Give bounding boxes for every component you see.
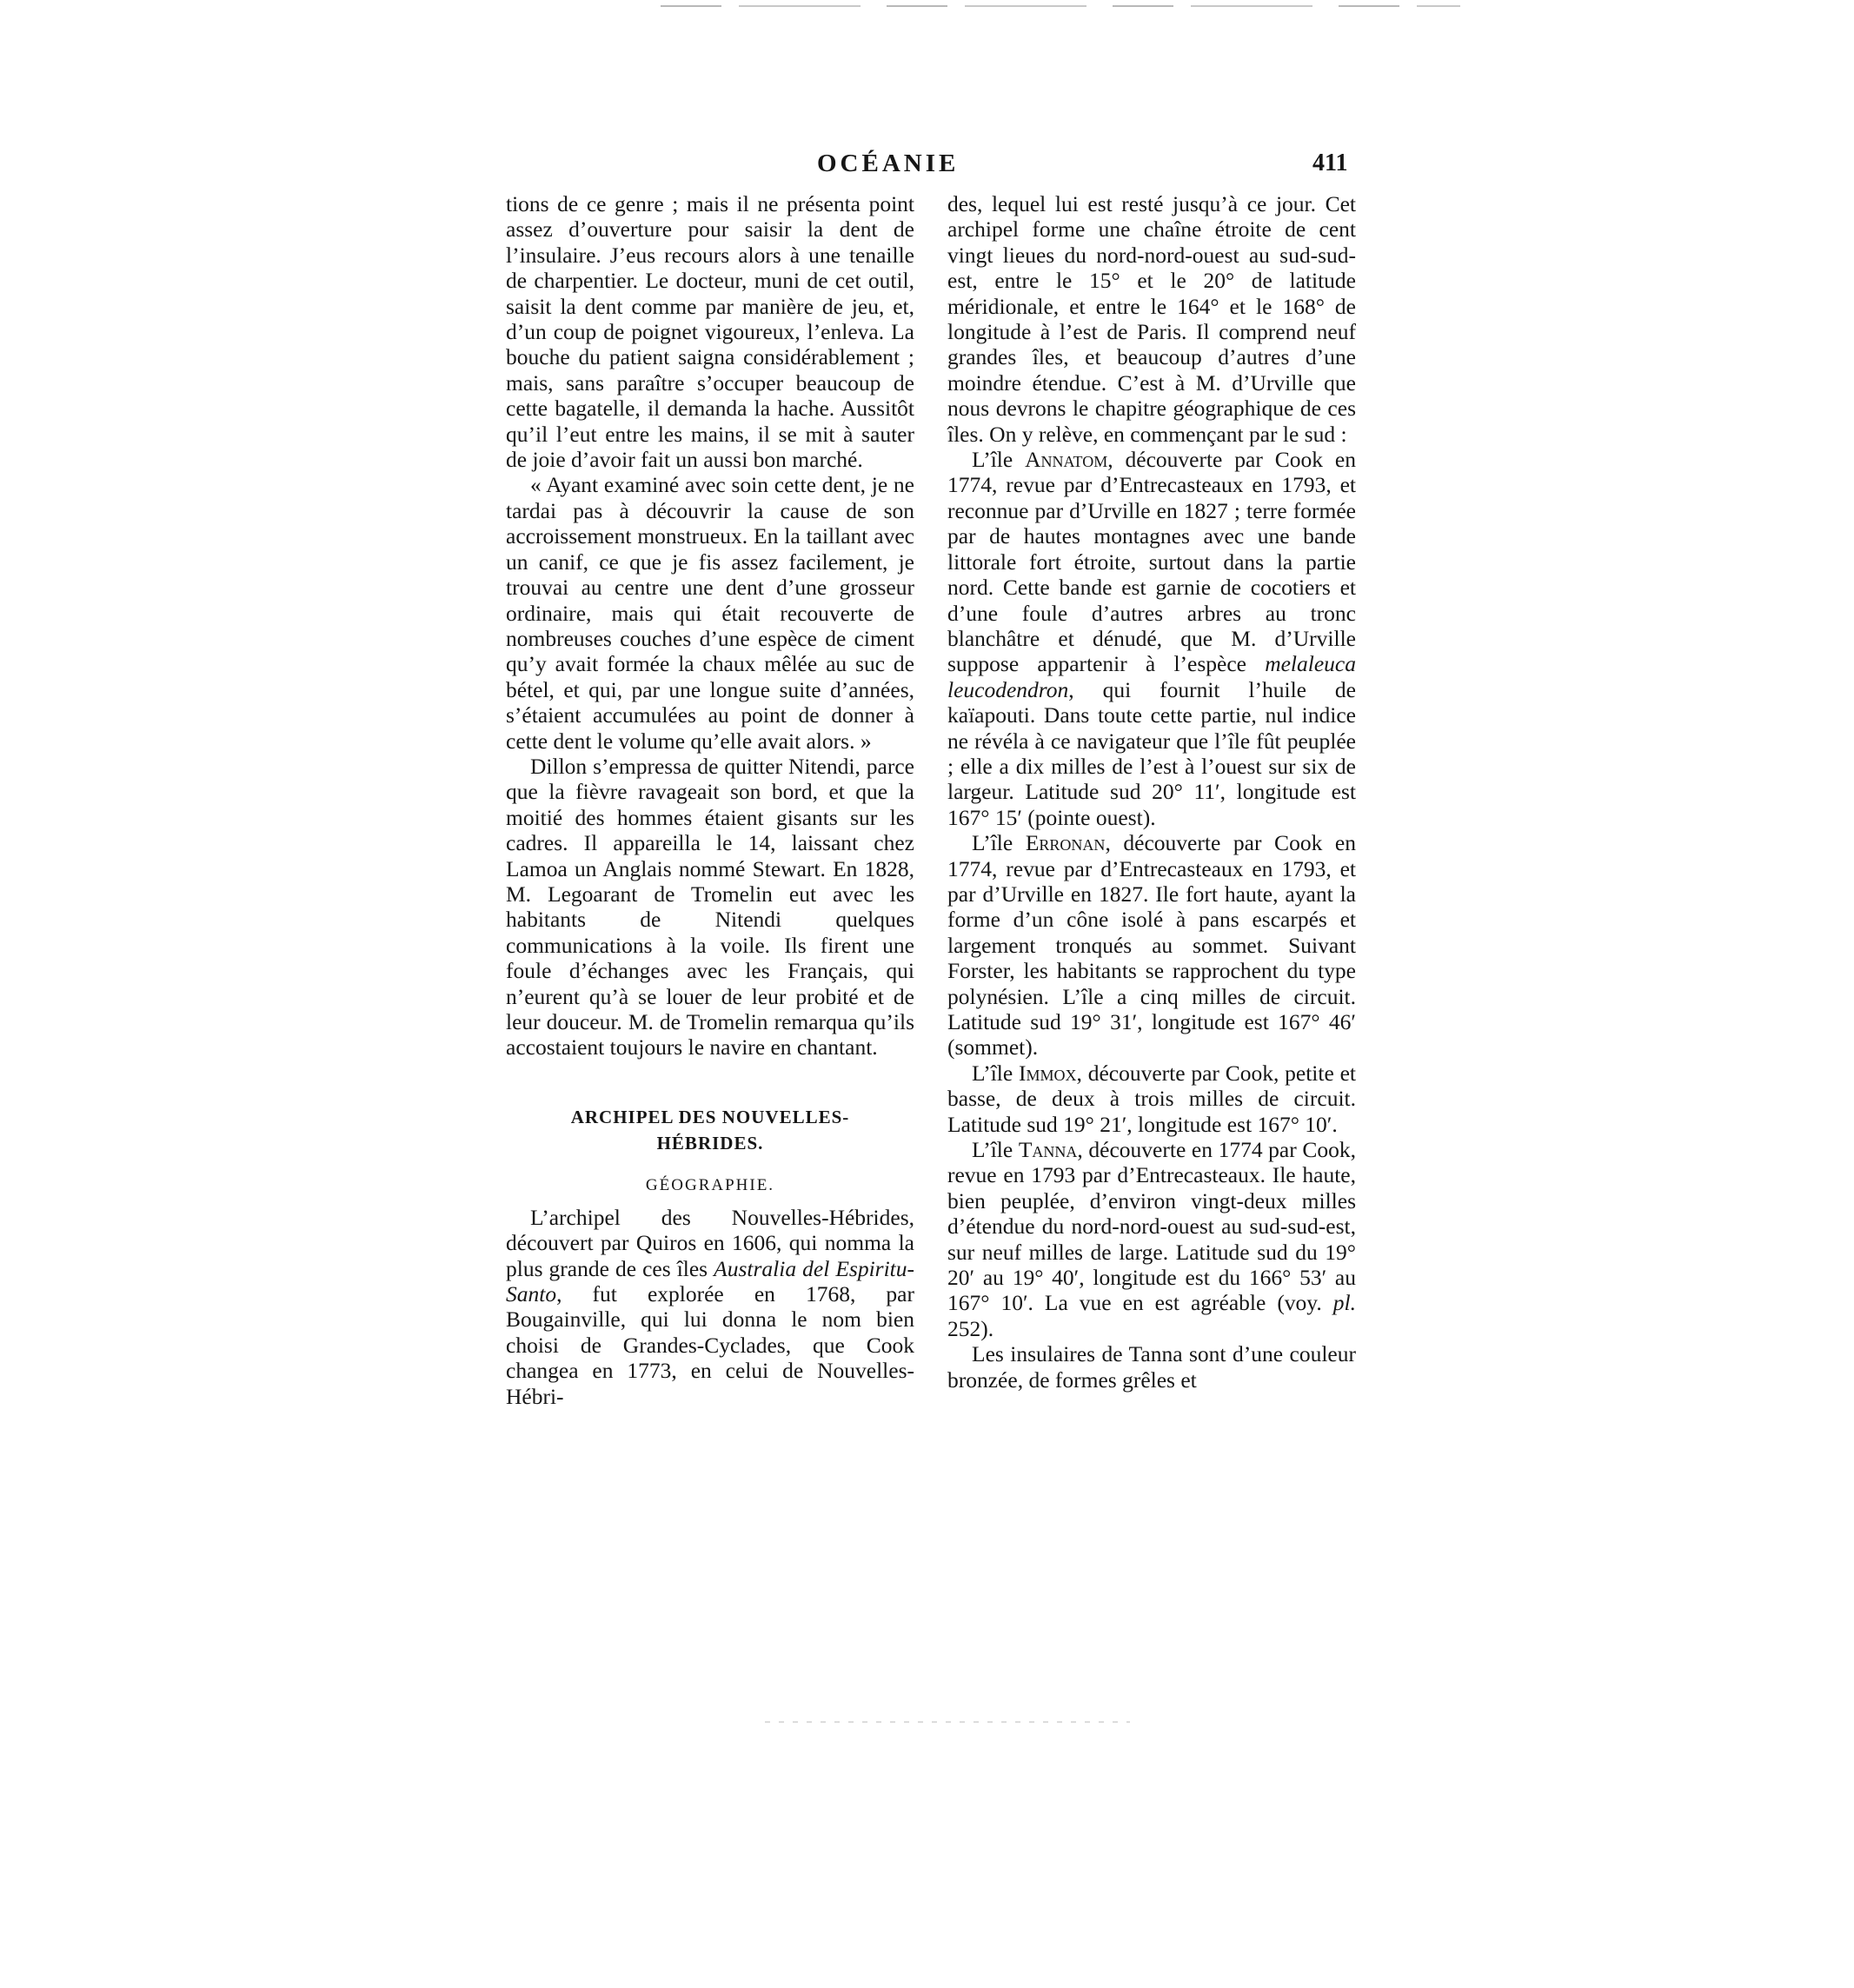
text-run: , fut explorée en 1768, par Bougainville, qui lui donna le nom bien choisi de Grandes-Cyclades, que Cook changea en 1773, en celui de Nouvelles-Hébri- <box>506 1281 914 1409</box>
text-run: , qui fournit l’huile de kaïapouti. Dans toute cette partie, nul indice ne révéla à ce navigateur que l’île fût peuplée ; elle a dix milles de l’est à l’ouest sur six de largeur. Latitude sud 20° 11′, longitude est 167° 15′ (pointe ouest). <box>947 676 1356 830</box>
text-run: L’île <box>972 1137 1013 1163</box>
text-run: L’île <box>972 447 1013 473</box>
text-run: , découverte par Cook en 1774, revue par d’Entrecasteaux en 1793, et par d’Urville en 1827. Ile fort haute, ayant la forme d’un cône isolé à pans escarpés et largement tronqués au sommet. Suivant Forster, les habitants se rapprochent du type polynésien. L’île a cinq milles de circuit. Latitude sud 19° 31′, longitude est 167° 46′ (sommet). <box>947 830 1356 1060</box>
italic-text: Australia del Espiritu-Santo <box>506 1255 914 1307</box>
island-name: Tanna <box>1018 1137 1078 1163</box>
paragraph <box>947 447 1356 830</box>
text-run: L’archipel des Nouvelles-Hébrides, découvert par Quiros en 1606, qui nomma la plus grande de ces îles <box>506 1204 914 1281</box>
island-name: Erronan <box>1025 830 1106 856</box>
paragraph: « Ayant examiné avec soin cette dent, je ne tardai pas à découvrir la cause de son accroissement monstrueux. En la taillant avec un canif, ce que je fis assez facilement, je trouvai au centre une dent d’une grosseur ordinaire, mais qui était recouverte de nombreuses couches d’une espèce de ciment qu’y avait formée la chaux mêlée au suc de bétel, et qui, par une longue suite d’années, s’étaient accumulées au point de donner à cette dent le volume qu’elle avait alors. » <box>506 472 914 754</box>
scan-artifact-top <box>661 5 1460 7</box>
paragraph: tions de ce genre ; mais il ne présenta point assez d’ouverture pour saisir la dent de l’insulaire. J’eus recours alors à une tenaille de charpentier. Le docteur, muni de cet outil, saisit la dent comme par manière de jeu, et, d’un coup de poignet vigoureux, l’enleva. La bouche du patient saigna considérablement ; mais, sans paraître s’occuper beaucoup de cette bagatelle, il demanda la hache. Aussitôt qu’il l’eut entre les mains, il se mit à sauter de joie d’avoir fait un aussi bon marché. <box>506 191 914 473</box>
text-run: , découverte en 1774 par Cook, revue en 1793 par d’Entrecasteaux. Ile haute, bien peuplée, d’environ vingt-deux milles d’étendue du nord-nord-ouest au sud-sud-est, sur neuf milles de large. Latitude sud du 19° 20′ au 19° 40′, longitude est du 166° 53′ au 167° 10′. La vue en est agréable (voy. <box>947 1137 1356 1316</box>
subsection-title: GÉOGRAPHIE. <box>645 1175 775 1194</box>
paragraph <box>947 1060 1356 1137</box>
page-number: 411 <box>1312 150 1348 176</box>
text-run: 252). <box>947 1315 994 1341</box>
island-name: Immox <box>1019 1060 1077 1086</box>
paragraph: des, lequel lui est resté jusqu’à ce jour. Cet archipel forme une chaîne étroite de cent vingt lieues du nord-nord-ouest au sud-sud-est, entre le 15° et le 20° de latitude méridionale, et entre le 164° et le 168° de longitude à l’est de Paris. Il comprend neuf grandes îles, et beaucoup d’autres d’une moindre étendue. C’est à M. d’Urville que nous devrons le chapitre géographique de ces îles. On y relève, en commençant par le sud : <box>947 191 1356 447</box>
italic-text: melaleuca leucodendron <box>947 651 1356 702</box>
paragraph <box>506 1205 914 1409</box>
text-run: L’île <box>972 830 1013 856</box>
paragraph: Les insulaires de Tanna sont d’une couleur bronzée, de formes grêles et <box>947 1341 1356 1393</box>
text-run: L’île <box>972 1060 1013 1086</box>
running-title: OCÉANIE <box>817 150 960 177</box>
paragraph: Dillon s’empressa de quitter Nitendi, parce que la fièvre ravageait son bord, et que la moitié des hommes étaient gisants sur les cadres. Il appareilla le 14, laissant chez Lamoa un Anglais nommé Stewart. En 1828, M. Legoarant de Tromelin eut avec les habitants de Nitendi quelques communications à la voile. Ils firent une foule d’échanges avec les Français, qui n’eurent qu’à se louer de leur probité et de leur douceur. M. de Tromelin remarqua qu’ils accostaient toujours le navire en chantant. <box>506 753 914 1060</box>
paragraph <box>947 1137 1356 1341</box>
text-run: , découverte par Cook en 1774, revue par d’Entrecasteaux en 1793, et reconnue par d’Urville en 1827 ; terre formée par de hautes montagnes avec une bande littorale fort étroite, surtout dans la partie nord. Cette bande est garnie de cocotiers et d’une foule d’autres arbres au tronc blanchâtre et dénudé, que M. d’Urville suppose appartenir à l’espèce <box>947 447 1356 677</box>
right-column <box>947 191 1356 1393</box>
scan-artifact-bottom <box>765 1721 1130 1723</box>
island-name: Annatom <box>1025 447 1108 473</box>
text-run: , découverte par Cook, petite et basse, de deux à trois milles de circuit. Latitude sud 19° 21′, longitude est 167° 10′. <box>947 1060 1357 1137</box>
left-column <box>506 191 914 1409</box>
paragraph <box>947 830 1356 1060</box>
italic-text: pl. <box>1332 1290 1356 1316</box>
section-title: ARCHIPEL DES NOUVELLES-HÉBRIDES. <box>570 1106 850 1154</box>
